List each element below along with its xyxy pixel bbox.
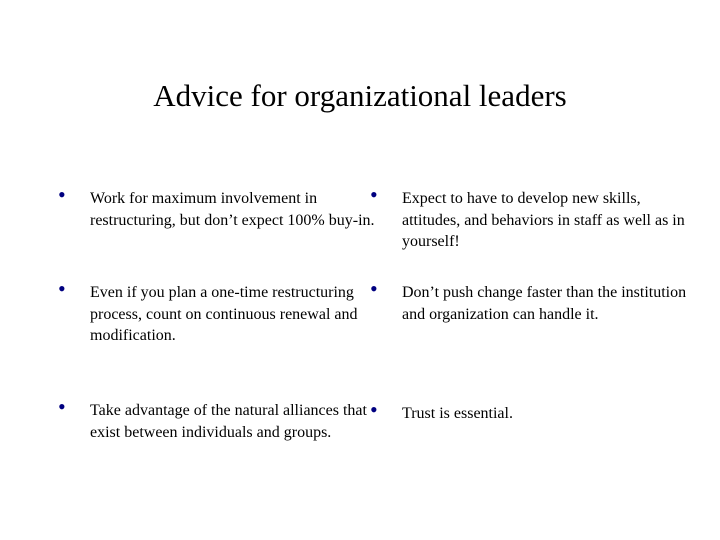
bullet-item xyxy=(370,182,702,253)
bullet-text: Expect to have to develop new skills, attitudes, and behaviors in staff as well as in yourself! xyxy=(402,190,685,250)
bullet-icon: • xyxy=(370,276,378,301)
bullet-item xyxy=(58,394,390,443)
bullet-text: Even if you plan a one-time restructuring process, count on continuous renewal and modification. xyxy=(90,284,358,344)
bullet-icon: • xyxy=(370,397,378,422)
bullet-icon: • xyxy=(58,182,66,207)
bullet-text: Trust is essential. xyxy=(402,405,513,422)
bullet-item xyxy=(58,276,390,347)
bullet-icon: • xyxy=(370,182,378,207)
bullet-text: Don’t push change faster than the institution and organization can handle it. xyxy=(402,284,687,323)
bullet-item xyxy=(370,276,702,325)
bullet-icon: • xyxy=(58,276,66,301)
bullet-item xyxy=(370,397,702,425)
bullet-text: Take advantage of the natural alliances that exist between individuals and groups. xyxy=(90,402,367,441)
bullet-icon: • xyxy=(58,394,66,419)
slide-title: Advice for organizational leaders xyxy=(153,78,567,113)
bullet-text: Work for maximum involvement in restructuring, but don’t expect 100% buy-in. xyxy=(90,190,375,229)
bullet-item xyxy=(58,182,390,231)
